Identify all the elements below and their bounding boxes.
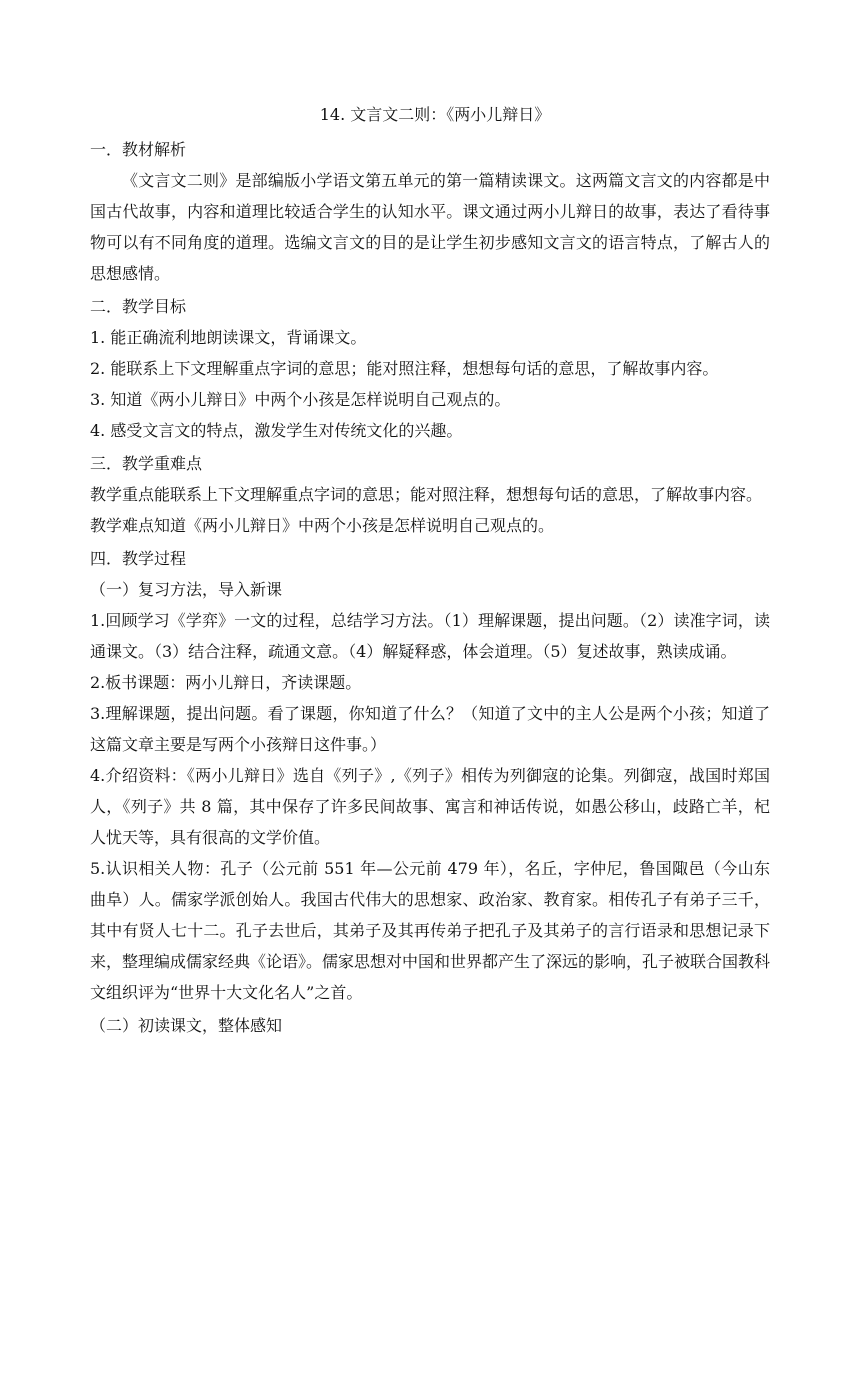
section-heading-analysis: 一．教材解析 [90, 140, 187, 159]
process-item: 4.介绍资料：《两小儿辩日》选自《列子》,《列子》相传为列御寇的论集。列御寇，战国时郑国人，《列子》共 8 篇，其中保存了许多民间故事、寓言和神话传说，如愚公移山，歧路亡羊，杞人忧天等，具有很高的文学价值。 [90, 766, 770, 847]
document-title: 14. 文言文二则：《两小儿辩日》 [319, 105, 551, 124]
difficult-point-paragraph: 教学难点知道《两小儿辩日》中两个小孩是怎样说明自己观点的。 [90, 516, 555, 535]
subsection-heading-first-reading: （二）初读课文，整体感知 [90, 1016, 283, 1035]
section-heading-process: 四．教学过程 [90, 549, 187, 568]
subsection-heading-review: （一）复习方法，导入新课 [90, 580, 283, 599]
objective-item: 2. 能联系上下文理解重点字词的意思；能对照注释，想想每句话的意思，了解故事内容。 [90, 359, 719, 378]
section-heading-objectives: 二．教学目标 [90, 297, 187, 316]
document-page [90, 100, 770, 1041]
section-heading-key-points: 三．教学重难点 [90, 454, 203, 473]
objective-item: 1. 能正确流利地朗读课文，背诵课文。 [90, 328, 367, 347]
process-item: 3.理解课题，提出问题。看了课题，你知道了什么？（知道了文中的主人公是两个小孩；知道了这篇文章主要是写两个小孩辩日这件事。） [90, 704, 770, 754]
process-item: 2.板书课题：两小儿辩日，齐读课题。 [90, 673, 362, 692]
process-item: 5.认识相关人物：孔子（公元前 551 年—公元前 479 年），名丘，字仲尼，鲁国陬邑（今山东曲阜）人。儒家学派创始人。我国古代伟大的思想家、政治家、教育家。相传孔子有弟子三千，其中有贤人七十二。孔子去世后，其弟子及其再传弟子把孔子及其弟子的言行语录和思想记录下来，整理编成儒家经典《论语》。儒家思想对中国和世界都产生了深远的影响，孔子被联合国教科文组织评为“世界十大文化名人”之首。 [90, 859, 771, 1002]
analysis-paragraph: 《文言文二则》是部编版小学语文第五单元的第一篇精读课文。这两篇文言文的内容都是中国古代故事，内容和道理比较适合学生的认知水平。课文通过两小儿辩日的故事，表达了看待事物可以有不同角度的道理。选编文言文的目的是让学生初步感知文言文的语言特点，了解古人的思想感情。 [90, 171, 770, 283]
objective-item: 4. 感受文言文的特点，激发学生对传统文化的兴趣。 [90, 421, 463, 440]
process-item: 1.回顾学习《学弈》一文的过程，总结学习方法。（1）理解课题，提出问题。（2）读准字词，读通课文。（3）结合注释，疏通文意。（4）解疑释惑，体会道理。（5）复述故事，熟读成诵。 [90, 611, 770, 661]
key-point-paragraph: 教学重点能联系上下文理解重点字词的意思；能对照注释，想想每句话的意思，了解故事内容。 [90, 485, 763, 504]
objective-item: 3. 知道《两小儿辩日》中两个小孩是怎样说明自己观点的。 [90, 390, 511, 409]
